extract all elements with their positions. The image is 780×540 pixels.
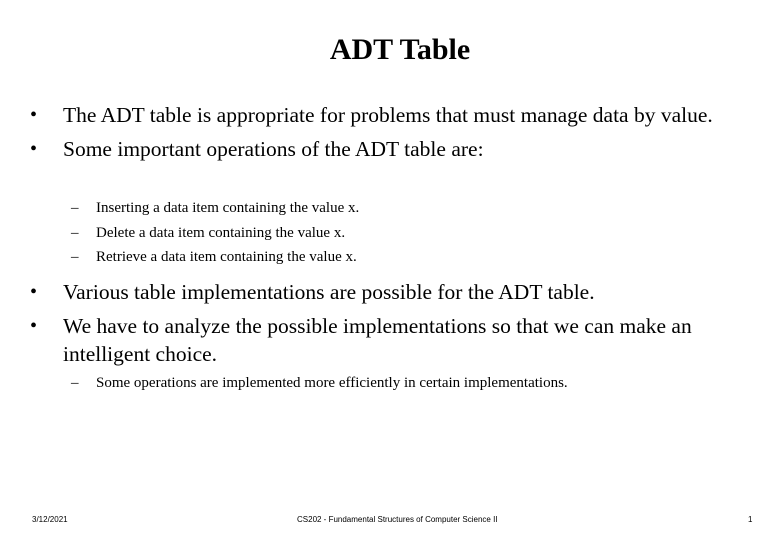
sub-item-text: Some operations are implemented more efficiently in certain implementations.: [96, 375, 568, 391]
sub-block-2: [30, 373, 770, 398]
dash-icon: –: [71, 375, 79, 391]
bullet-item: [30, 101, 770, 129]
sub-item: [30, 223, 770, 243]
sub-item-text: Delete a data item containing the value x.: [96, 224, 346, 241]
sub-block-1: [30, 198, 770, 272]
footer-date: 3/12/2021: [32, 515, 68, 524]
dash-icon: –: [71, 249, 79, 265]
bullet-item: [30, 135, 770, 163]
footer-page-number: 1: [748, 515, 753, 524]
bullet-text: The ADT table is appropriate for problems that must manage data by value.: [63, 103, 713, 127]
bullet-icon: •: [30, 315, 38, 337]
bullet-icon: •: [30, 138, 38, 160]
sub-item-text: Retrieve a data item containing the value x.: [96, 249, 357, 265]
bullet-block-1: [30, 101, 770, 163]
bullet-text: We have to analyze the possible implementations so that we can make an intelligent choice.: [63, 314, 692, 366]
sub-item-text: Inserting a data item containing the value x.: [96, 200, 360, 216]
bullet-icon: •: [30, 281, 38, 303]
sub-item: [30, 198, 770, 218]
slide-title: ADT Table: [329, 33, 471, 66]
bullet-item: [30, 312, 770, 368]
bullet-text: Various table implementations are possible for the ADT table.: [63, 280, 595, 304]
dash-icon: –: [71, 224, 79, 241]
bullet-block-2: [30, 278, 770, 368]
bullet-icon: •: [30, 104, 38, 126]
footer-course: CS202 - Fundamental Structures of Computer Science II: [297, 515, 498, 524]
bullet-item: [30, 278, 770, 306]
dash-icon: –: [71, 200, 79, 216]
sub-item: [30, 247, 770, 267]
sub-item: [30, 373, 770, 393]
bullet-text: Some important operations of the ADT table are:: [63, 137, 484, 161]
